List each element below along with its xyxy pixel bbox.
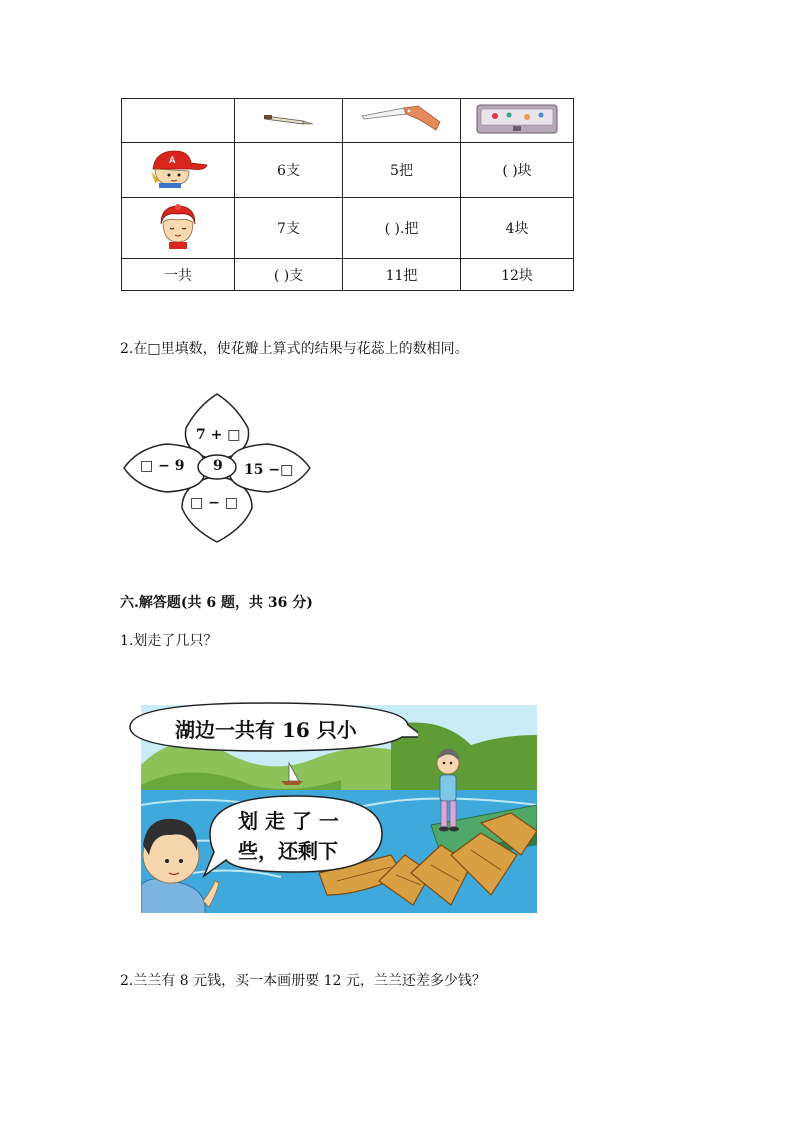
flower-question: 2.在□里填数，使花瓣上算式的结果与花蕊上的数相同。 bbox=[120, 341, 469, 357]
pen-count: 6支 bbox=[277, 163, 300, 179]
right-petal-expression[interactable]: 15 −□ bbox=[244, 462, 294, 478]
boy-cell bbox=[122, 143, 235, 198]
pen-total-blank[interactable]: ( )支 bbox=[273, 267, 304, 284]
top-petal bbox=[185, 394, 248, 458]
pen-count-cell bbox=[235, 198, 343, 259]
knife-count-blank[interactable]: ( ).把 bbox=[384, 221, 419, 237]
question-1: 1.划走了几只？ bbox=[120, 633, 218, 649]
speech-bubble-bottom-line2: 些，还剩下 bbox=[238, 839, 338, 863]
eraser-total-cell bbox=[461, 259, 574, 291]
knife-count-cell bbox=[343, 143, 461, 198]
table-header-row bbox=[122, 99, 574, 143]
eraser-count-cell bbox=[461, 198, 574, 259]
top-petal-expression[interactable]: 7 + □ bbox=[196, 427, 241, 443]
pen-count-cell bbox=[235, 143, 343, 198]
table-row bbox=[122, 143, 574, 198]
total-label: 一共 bbox=[164, 267, 192, 284]
pencil-case-icon bbox=[475, 102, 559, 136]
table-corner-cell bbox=[122, 99, 235, 143]
speech-bubble-top-text: 湖边一共有 16 只小 bbox=[175, 718, 357, 742]
knife-header-cell bbox=[343, 99, 461, 143]
pen-count: 7支 bbox=[277, 221, 300, 237]
speech-bubble-bottom-line1: 划 走 了 一 bbox=[238, 809, 339, 833]
eraser-count-cell bbox=[461, 143, 574, 198]
folding-knife-icon bbox=[360, 102, 444, 136]
knife-total-cell bbox=[343, 259, 461, 291]
eraser-count-blank[interactable]: ( )块 bbox=[502, 163, 532, 179]
svg-text:A: A bbox=[169, 155, 176, 165]
girl-cell bbox=[122, 198, 235, 259]
pencil-icon bbox=[263, 111, 315, 127]
bottom-petal-expression[interactable]: □ − □ bbox=[190, 495, 238, 511]
girl-icon bbox=[155, 202, 201, 250]
total-label-cell bbox=[122, 259, 235, 291]
eraser-total: 12块 bbox=[501, 267, 533, 284]
flower-center-number: 9 bbox=[213, 458, 223, 474]
knife-count: 5把 bbox=[390, 163, 413, 179]
pencil-header-cell bbox=[235, 99, 343, 143]
eraser-count: 4块 bbox=[505, 221, 529, 237]
knife-count-cell bbox=[343, 198, 461, 259]
flower-diagram bbox=[120, 388, 315, 550]
section-heading: 六.解答题(共 6 题，共 36 分) bbox=[120, 595, 313, 611]
boy-with-cap-icon bbox=[145, 147, 211, 189]
table-row bbox=[122, 198, 574, 259]
question-2: 2.兰兰有 8 元钱，买一本画册要 12 元，兰兰还差多少钱？ bbox=[120, 973, 486, 989]
stationery-table bbox=[121, 98, 574, 291]
knife-total: 11把 bbox=[385, 267, 418, 284]
pencil-case-header-cell bbox=[461, 99, 574, 143]
left-petal-expression[interactable]: □ − 9 bbox=[140, 458, 185, 474]
table-total-row bbox=[122, 259, 574, 291]
pen-total-cell bbox=[235, 259, 343, 291]
